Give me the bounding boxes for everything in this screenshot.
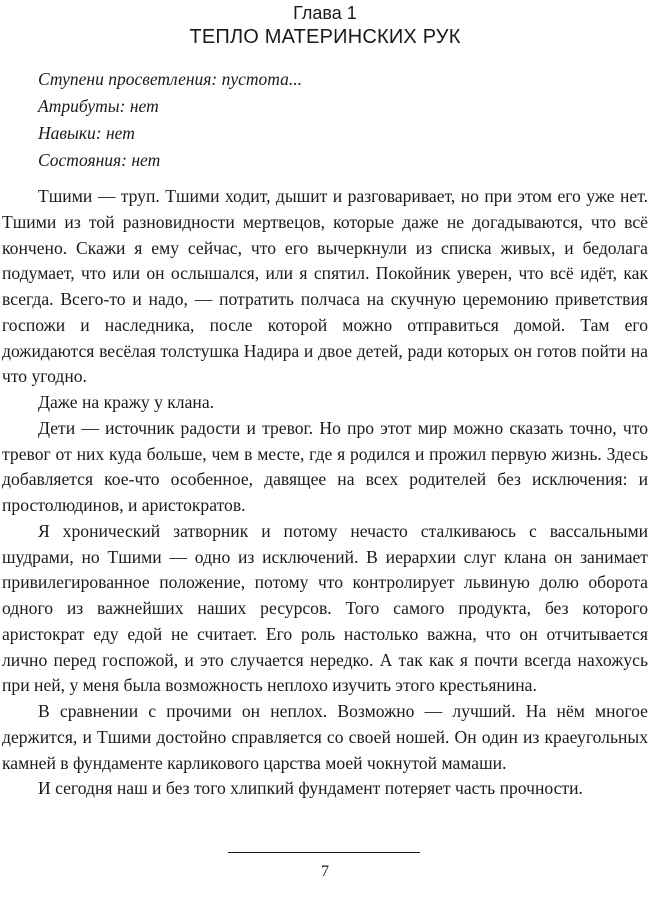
paragraph: Тшими — труп. Тшими ходит, дышит и разговаривает, но при этом его уже нет. Тшими из той разновидности мертвецов, которые даже не догадываются, что всё кончено. Скажи я ему сейчас, что его вычеркнули из списка живых, и бедолага подумает, что или он ослышался, или я спятил. Покойник уверен, что всё идёт, как всегда. Всего-то и надо, — потратить полчаса на скучную церемонию приветствия госпожи и наследника, после которой можно отправиться домой. Там его дожидаются весёлая толстушка Надира и двое детей, ради которых он готов пойти на что угодно. (2, 186, 648, 387)
status-block (38, 66, 618, 174)
chapter-body (2, 184, 648, 802)
paragraph: В сравнении с прочими он неплох. Возможно — лучший. На нём многое держится, и Тшими достойно справляется со своей ношей. Он один из краеугольных камней в фундаменте карликового царства моей чокнутой мамаши. (2, 701, 648, 773)
status-line-states: Состояния: нет (38, 150, 161, 170)
chapter-title: ТЕПЛО МАТЕРИНСКИХ РУК (189, 26, 461, 48)
paragraph: Я хронический затворник и потому нечасто сталкиваюсь с вассальными шудрами, но Тшими — одно из исключений. В иерархии слуг клана он занимает привилегированное положение, потому что контролирует львиную долю оборота одного из важнейших наших ресурсов. Того самого продукта, без которого аристократ еду едой не считает. Его роль настолько важна, что он отчитывается лично перед госпожой, и это случается нередко. А так как я почти всегда нахожусь при ней, у меня была возможность неплохо изучить этого крестьянина. (2, 520, 648, 696)
status-line-enlightenment: Ступени просветления: пустота... (38, 69, 303, 89)
chapter-number: Глава 1 (293, 3, 357, 23)
status-line-skills: Навыки: нет (38, 123, 135, 143)
paragraph: Дети — источник радости и тревог. Но про этот мир можно сказать точно, что тревог от них куда больше, чем в месте, где я родился и прожил первую жизнь. Здесь добавляется кое-что особенное, давящее на всех родителей без исключения: и простолюдинов, и аристократов. (2, 417, 648, 515)
paragraph: И сегодня наш и без того хлипкий фундамент потеряет часть прочности. (38, 778, 583, 799)
status-line-attributes: Атрибуты: нет (38, 96, 159, 116)
footer-divider (228, 852, 420, 853)
page-number: 7 (321, 863, 329, 880)
paragraph: Даже на кражу у клана. (38, 392, 215, 412)
